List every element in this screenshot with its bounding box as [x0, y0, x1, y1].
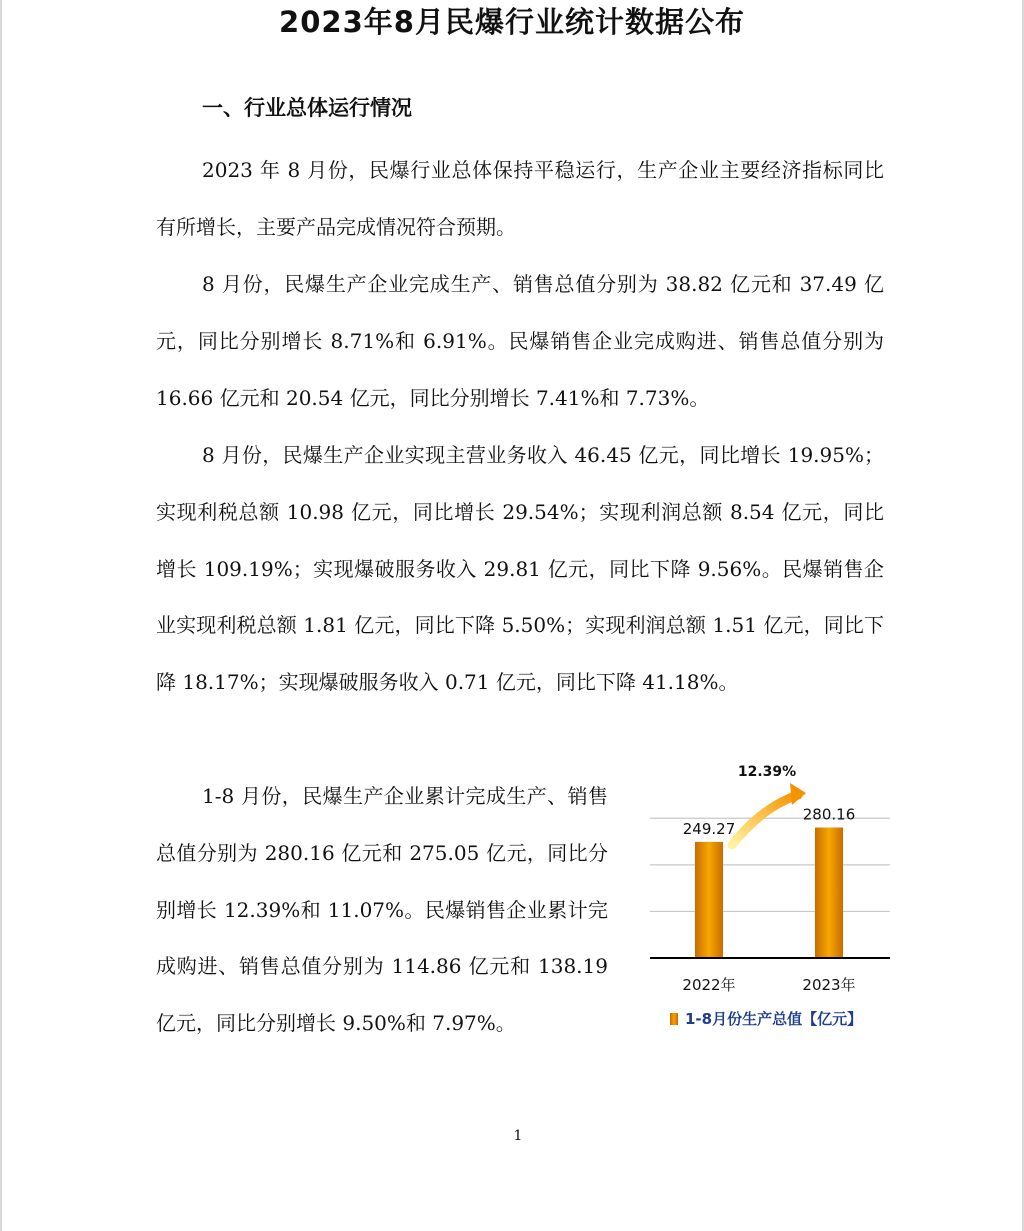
document-title: 2023年8月民爆行业统计数据公布 — [279, 5, 745, 39]
paragraph-overview: 2023 年 8 月份，民爆行业总体保持平稳运行，生产企业主要经济指标同比有所增长，主要产品完成情况符合预期。 — [156, 158, 884, 239]
bar-value-label-2023年: 280.16 — [802, 805, 856, 824]
paragraph-cumulative: 1-8 月份，民爆生产企业累计完成生产、销售总值分别为 280.16 亿元和 275.05 亿元，同比分别增长 12.39%和 11.07%。民爆销售企业累计完成购进、销售总值分别为 114.86 亿元和 138.19 亿元，同比分别增长 9.50%和 7.97%。 — [156, 784, 608, 1036]
bar-2023年 — [815, 828, 843, 958]
growth-arrow-head — [790, 783, 806, 805]
chart-legend — [670, 1008, 862, 1029]
chart-bars — [695, 828, 843, 958]
growth-arrow-shaft — [732, 795, 798, 845]
x-tick-label-2022年: 2022年 — [682, 976, 736, 994]
bar-2022年 — [695, 842, 723, 958]
legend-label: 1-8月份生产总值【亿元】 — [685, 1010, 863, 1028]
chart-svg — [640, 755, 900, 1045]
page-border-left — [0, 0, 2, 1231]
growth-annotation: 12.39% — [737, 764, 797, 780]
bar-value-label-2022年: 249.27 — [682, 819, 736, 838]
x-tick-label-2023年: 2023年 — [802, 976, 856, 994]
paragraph-production-sales: 8 月份，民爆生产企业完成生产、销售总值分别为 38.82 亿元和 37.49 亿元，同比分别增长 8.71%和 6.91%。民爆销售企业完成购进、销售总值分别为 16.66 亿元和 20.54 亿元，同比分别增长 7.41%和 7.73%。 — [156, 272, 884, 410]
production-value-chart — [640, 755, 900, 1045]
page-number: 1 — [513, 1128, 523, 1144]
legend-swatch — [670, 1013, 678, 1025]
section-heading: 一、行业总体运行情况 — [202, 96, 412, 120]
paragraph-revenue-profit: 8 月份，民爆生产企业实现主营业务收入 46.45 亿元，同比增长 19.95%；实现利税总额 10.98 亿元，同比增长 29.54%；实现利润总额 8.54 亿元，同比增长 109.19%；实现爆破服务收入 29.81 亿元，同比下降 9.56%。民爆销售企业实现利税总额 1.81 亿元，同比下降 5.50%；实现利润总额 1.51 亿元，同比下降 18.17%；实现爆破服务收入 0.71 亿元，同比下降 41.18%。 — [156, 443, 884, 695]
